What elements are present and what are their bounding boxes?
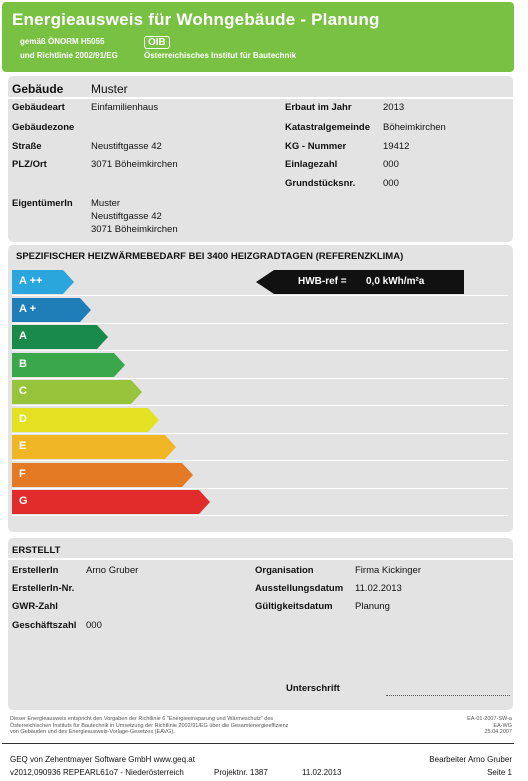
energy-class-label: D xyxy=(19,412,27,425)
gwr-label: GWR-Zahl xyxy=(12,601,58,612)
energy-class-label: A xyxy=(19,330,27,342)
form-version xyxy=(430,716,512,736)
issue-date-label: Ausstellungsdatum xyxy=(255,583,344,594)
street-label: Straße xyxy=(12,141,42,152)
business-number-label: Geschäftszahl xyxy=(12,620,77,631)
kg-number-label: KG - Nummer xyxy=(285,141,347,152)
energy-class-arrow xyxy=(12,408,159,432)
creator-label: ErstellerIn xyxy=(12,565,59,576)
form-version-line-2: EA-WG xyxy=(493,722,512,729)
energy-class-arrow xyxy=(12,490,210,514)
energy-class-label: C xyxy=(19,385,27,397)
print-date: 11.02.2013 xyxy=(302,768,342,777)
form-version-line-1: EA-01-2007-SW-a xyxy=(467,716,512,722)
einlagezahl-value: 000 xyxy=(383,159,399,170)
building-title-label: Gebäude xyxy=(12,82,64,96)
cadastral-value: Böheimkirchen xyxy=(383,122,446,133)
oib-logo: OIB xyxy=(144,36,170,49)
signature-label: Unterschrift xyxy=(286,683,340,694)
disclaimer xyxy=(10,716,410,736)
scale-gridline xyxy=(12,350,508,351)
hwb-arrow-icon xyxy=(256,270,464,294)
disclaimer-line-1: Dieser Energieausweis entspricht den Vorgaben der Richtlinie 6 "Energieeinsparung und Wärmeschutz" des xyxy=(10,716,274,722)
scale-gridline xyxy=(12,378,508,379)
scale-gridline xyxy=(12,488,508,489)
energy-class-bar xyxy=(12,380,142,404)
street-value: Neustiftgasse 42 xyxy=(91,141,162,152)
divider xyxy=(8,558,513,560)
footer-rule xyxy=(2,743,514,744)
plz-label: PLZ/Ort xyxy=(12,159,47,170)
building-type-label: Gebäudeart xyxy=(12,102,65,113)
issuer-panel xyxy=(8,538,513,710)
scale-gridline xyxy=(12,515,508,516)
software-credit: GEQ von Zehentmayer Software GmbH www.geq.at xyxy=(10,755,195,764)
owner-line-1: Muster xyxy=(91,198,121,209)
grundstueck-value: 000 xyxy=(383,178,399,189)
scale-gridline xyxy=(12,460,508,461)
oib-name: Österreichisches Institut für Bautechnik xyxy=(144,51,297,60)
building-title-value: Muster xyxy=(91,82,128,96)
owner-line-2: Neustiftgasse 42 xyxy=(91,211,162,222)
energy-class-bar xyxy=(12,298,91,322)
validity-label: Gültigkeitsdatum xyxy=(255,601,333,612)
building-panel xyxy=(8,76,513,242)
creator-value: Arno Gruber xyxy=(86,565,139,576)
energy-class-bar xyxy=(12,270,74,294)
kg-number-value: 19412 xyxy=(383,141,410,152)
editor: Bearbeiter Arno Gruber xyxy=(429,755,512,764)
validity-value: Planung xyxy=(355,601,390,612)
energy-class-arrow xyxy=(12,435,176,459)
energy-class-label: E xyxy=(19,440,27,452)
header-banner xyxy=(2,2,514,72)
energy-class-label: B xyxy=(19,357,27,370)
energy-class-arrow xyxy=(12,380,142,404)
hwb-label: HWB-ref = xyxy=(298,276,347,287)
built-year-label: Erbaut im Jahr xyxy=(285,102,352,113)
energy-class-arrow xyxy=(12,463,193,487)
grundstueck-label: Grundstücksnr. xyxy=(285,178,356,189)
energy-class-bar xyxy=(12,463,193,487)
owner-label: EigentümerIn xyxy=(12,198,73,209)
building-type-value: Einfamilienhaus xyxy=(91,102,159,113)
issue-date-value: 11.02.2013 xyxy=(355,583,402,594)
organisation-label: Organisation xyxy=(255,565,314,576)
plz-value: 3071 Böheimkirchen xyxy=(91,159,178,170)
energy-scale-panel xyxy=(8,245,513,532)
disclaimer-line-2: Österreichischen Instituts für Bautechnik in Umsetzung der Richtlinie 2002/91/EG über die Gesamtenergieeffizienz xyxy=(10,722,289,729)
energy-class-label: A ++ xyxy=(19,275,43,287)
norm-line-2: und Richtlinie 2002/91/EG xyxy=(20,51,118,60)
issuer-section-title: ERSTELLT xyxy=(12,545,61,556)
disclaimer-line-3: von Gebäuden und des Energieausweis-Vorlage-Gesetzes (EAVG). xyxy=(10,729,175,735)
built-year-value: 2013 xyxy=(383,102,405,113)
business-number-value: 000 xyxy=(86,620,102,631)
hwb-value: 0,0 kWh/m²a xyxy=(366,276,425,287)
hwb-indicator xyxy=(256,270,464,294)
project-number: Projektnr. 1387 xyxy=(214,768,268,777)
energy-class-label: G xyxy=(19,495,28,507)
page-number: Seite 1 xyxy=(487,768,512,777)
energy-class-label: F xyxy=(19,467,26,480)
energy-class-bar xyxy=(12,353,125,377)
form-version-line-3: 25.04.2007 xyxy=(484,729,512,735)
energy-class-bar xyxy=(12,490,210,514)
norm-line-1: gemäß ÖNORM H5055 xyxy=(20,37,105,46)
signature-line xyxy=(386,695,510,696)
einlagezahl-label: Einlagezahl xyxy=(285,159,338,170)
scale-gridline xyxy=(12,295,508,296)
creator-nr-label: ErstellerIn-Nr. xyxy=(12,583,75,594)
software-build: v2012,090936 REPEARL61o7 - Niederösterreich xyxy=(10,768,184,777)
scale-gridline xyxy=(12,323,508,324)
scale-gridline xyxy=(12,433,508,434)
energy-class-label: A + xyxy=(19,302,37,315)
divider xyxy=(8,97,513,99)
organisation-value: Firma Kickinger xyxy=(355,565,421,576)
scale-title: SPEZIFISCHER HEIZWÄRMEBEDARF BEI 3400 HEIZGRADTAGEN (REFERENZKLIMA) xyxy=(16,251,404,262)
document-title: Energieausweis für Wohngebäude - Planung xyxy=(12,10,380,29)
building-zone-label: Gebäudezone xyxy=(12,122,75,133)
energy-class-arrow xyxy=(12,353,125,377)
scale-gridline xyxy=(12,405,508,406)
energy-class-bar xyxy=(12,408,159,432)
energy-class-bar xyxy=(12,325,108,349)
cadastral-label: Katastralgemeinde xyxy=(285,122,371,133)
owner-line-3: 3071 Böheimkirchen xyxy=(91,224,178,235)
energy-class-bar xyxy=(12,435,176,459)
